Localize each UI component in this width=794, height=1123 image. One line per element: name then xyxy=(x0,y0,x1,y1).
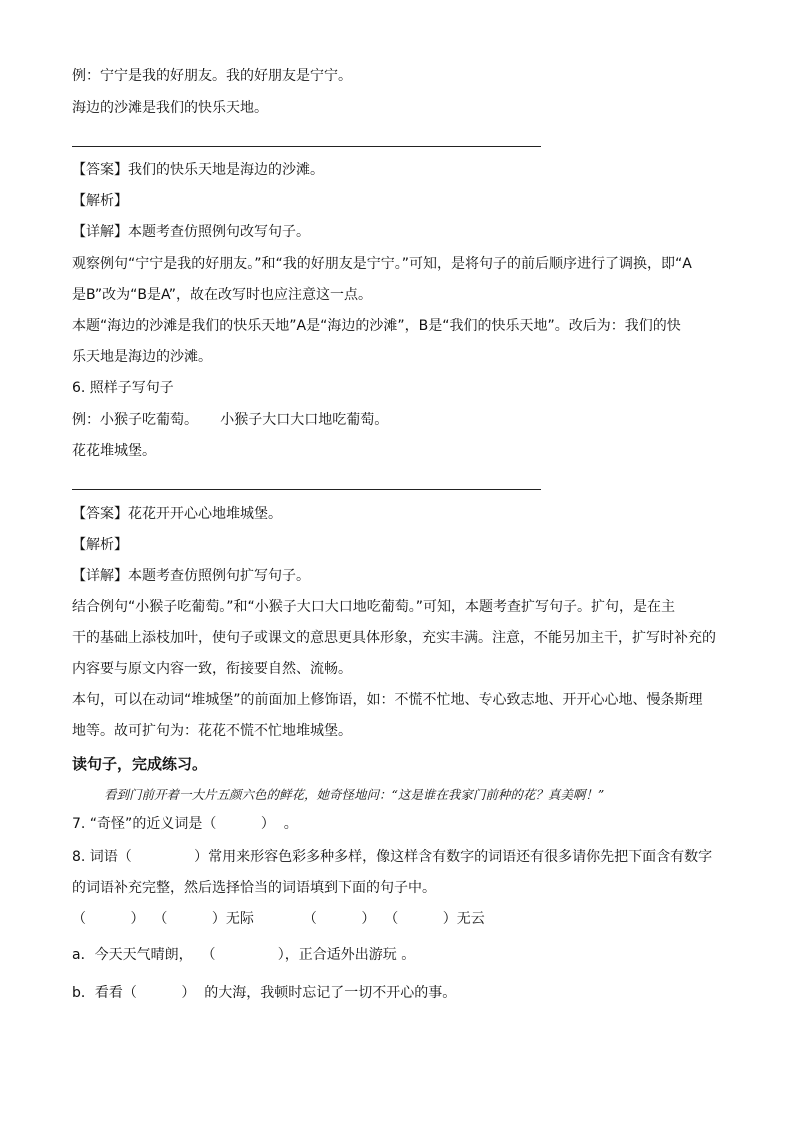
q6-detail xyxy=(72,566,310,586)
q6-answer-line xyxy=(72,489,541,490)
q8-line-2: 的词语补充完整，然后选择恰当的词语填到下面的句子中。 xyxy=(72,880,436,896)
q6-title: 6. 照样子写句子 xyxy=(72,380,174,396)
q6-detail-line-5: 地等。故可扩句为：花花不慌不忙地堆城堡。 xyxy=(72,723,352,739)
q5-detail-line-3: 本题“海边的沙滩是我们的快乐天地”A是“海边的沙滩”，B是“我们的快乐天地”。改后为：我们的快 xyxy=(72,318,681,334)
q6-detail-line-4: 本句，可以在动词“堆城堡”的前面加上修饰语，如：不慌不忙地、专心致志地、开开心心地、慢条斯理 xyxy=(72,692,703,708)
q6-example: 例：小猴子吃葡萄。 小猴子大口大口地吃葡萄。 xyxy=(72,412,389,428)
answer-tag: 【答案】 xyxy=(72,506,128,522)
detail-tag: 【详解】 xyxy=(72,224,128,240)
q5-detail-line-4: 乐天地是海边的沙滩。 xyxy=(72,349,212,365)
q5-prompt: 海边的沙滩是我们的快乐天地。 xyxy=(72,100,268,116)
q5-analysis-tag: 【解析】 xyxy=(72,193,128,209)
q5-detail-line-1: 观察例句“宁宁是我的好朋友。”和“我的好朋友是宁宁。”可知，是将句子的前后顺序进行了调换，即“A xyxy=(72,256,692,272)
answer-text: 我们的快乐天地是海边的沙滩。 xyxy=(128,162,324,178)
q5-answer xyxy=(72,160,324,180)
q5-detail xyxy=(72,222,310,242)
q6-answer xyxy=(72,504,282,524)
detail-text: 本题考查仿照例句扩写句子。 xyxy=(128,568,310,584)
answer-text: 花花开开心心地堆城堡。 xyxy=(128,506,282,522)
q6-prompt: 花花堆城堡。 xyxy=(72,443,156,459)
q6-detail-line-2: 干的基础上添枝加叶，使句子或课文的意思更具体形象，充实丰满。注意，不能另加主干，扩写时补充的 xyxy=(72,630,716,646)
q8-line-1: 8. 词语（ ）常用来形容色彩多种多样，像这样含有数字的词语还有很多请你先把下面含有数字 xyxy=(72,849,713,865)
section-heading: 读句子，完成练习。 xyxy=(72,755,208,773)
q6-detail-line-1: 结合例句“小猴子吃葡萄。”和“小猴子大口大口地吃葡萄。”可知，本题考查扩写句子。扩句，是在主 xyxy=(72,599,676,615)
answer-tag: 【答案】 xyxy=(72,162,128,178)
detail-text: 本题考查仿照例句改写句子。 xyxy=(128,224,310,240)
q6-analysis-tag: 【解析】 xyxy=(72,537,128,553)
q5-answer-line xyxy=(72,146,541,147)
section-passage: 看到门前开着一大片五颜六色的鲜花，她奇怪地问：“这是谁在我家门前种的花？真美啊！” xyxy=(104,787,605,802)
q8-sentence-a: a．今天天气晴朗， （ ），正合适外出游玩 。 xyxy=(72,947,416,963)
detail-tag: 【详解】 xyxy=(72,568,128,584)
q7-text: 7. “奇怪”的近义词是（ ） 。 xyxy=(72,816,298,832)
q8-blanks: （ ） （ ）无际 （ ） （ ）无云 xyxy=(72,911,485,927)
q5-example: 例：宁宁是我的好朋友。我的好朋友是宁宁。 xyxy=(72,68,352,84)
q6-detail-line-3: 内容要与原文内容一致，衔接要自然、流畅。 xyxy=(72,661,352,677)
q8-sentence-b: b．看看（ ） 的大海，我顿时忘记了一切不开心的事。 xyxy=(72,985,457,1001)
q5-detail-line-2: 是B”改为“B是A”，故在改写时也应注意这一点。 xyxy=(72,287,373,303)
